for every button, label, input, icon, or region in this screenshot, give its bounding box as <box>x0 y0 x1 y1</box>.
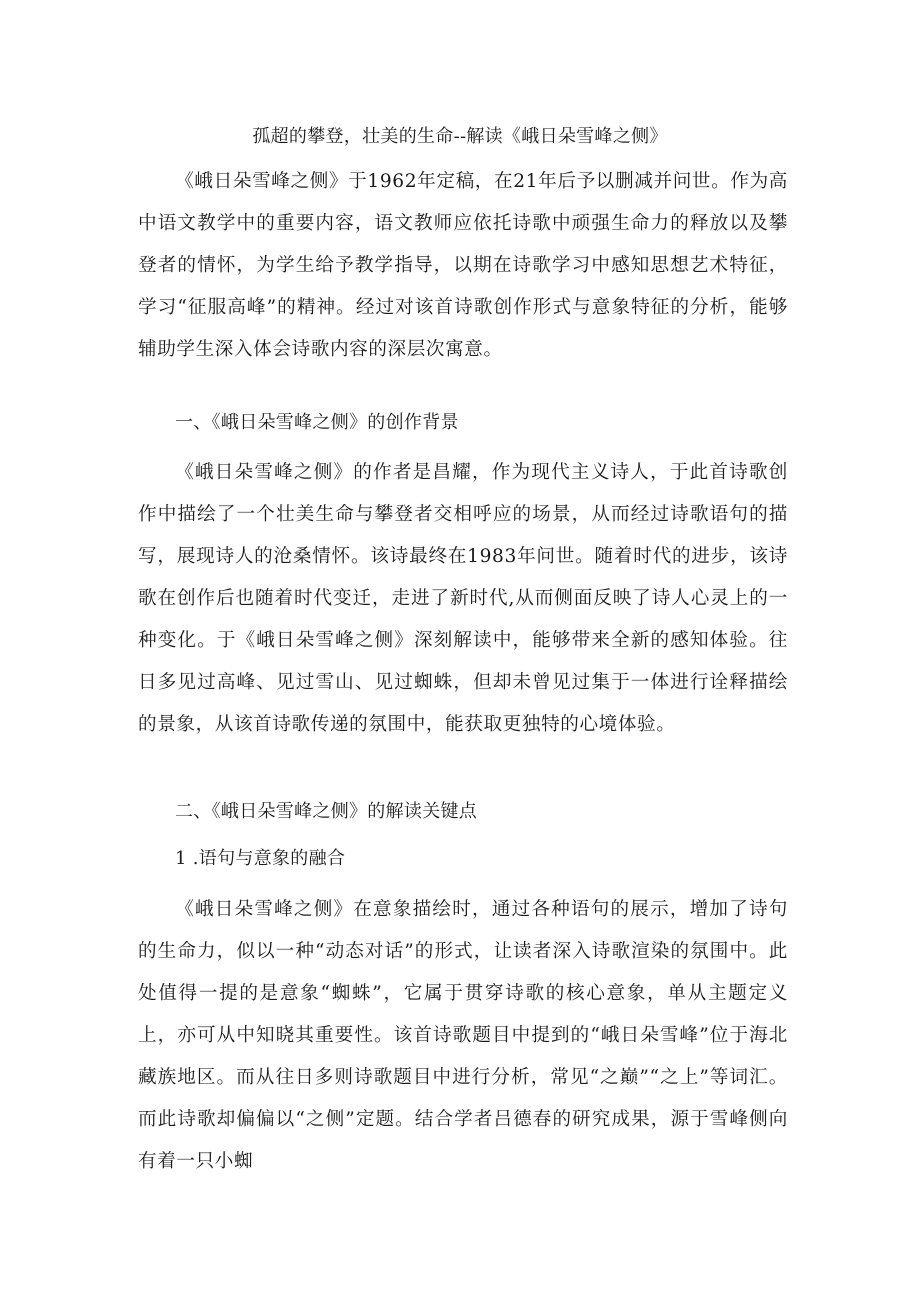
section-2-subheading: 1 .语句与意象的融合 <box>175 848 346 869</box>
section-2-heading: 二、《峨日朵雪峰之侧》的解读关键点 <box>175 801 478 822</box>
intro-paragraph: 《峨日朵雪峰之侧》于1962年定稿，在21年后予以删减并问世。作为高中语文教学中的重要内容，语文教师应依托诗歌中顽强生命力的释放以及攀登者的情怀，为学生给予教学指导，以期在诗歌学习中感知思想艺术特征，学习“征服高峰”的精神。经过对该首诗歌创作形式与意象特征的分析，能够辅助学生深入体会诗歌内容的深层次寓意。 <box>138 171 788 360</box>
section-1-heading: 一、《峨日朵雪峰之侧》的创作背景 <box>175 412 459 433</box>
section-1-paragraph: 《峨日朵雪峰之侧》的作者是昌耀，作为现代主义诗人，于此首诗歌创作中描绘了一个壮美生命与攀登者交相呼应的场景，从而经过诗歌语句的描写，展现诗人的沧桑情怀。该诗最终在1983年问世。随着时代的进步，该诗歌在创作后也随着时代变迁，走进了新时代,从而侧面反映了诗人心灵上的一种变化。于《峨日朵雪峰之侧》深刻解读中，能够带来全新的感知体验。往日多见过高峰、见过雪山、见过蜘蛛，但却未曾见过集于一体进行诠释描绘的景象，从该首诗歌传递的氛围中，能获取更独特的心境体验。 <box>138 462 788 735</box>
document-title: 孤超的攀登，壮美的生命--解读《峨日朵雪峰之侧》 <box>252 126 668 147</box>
section-2-paragraph: 《峨日朵雪峰之侧》在意象描绘时，通过各种语句的展示，增加了诗句的生命力，似以一种“动态对话”的形式，让读者深入诗歌渲染的氛围中。此处值得一提的是意象“蜘蛛”，它属于贯穿诗歌的核心意象，单从主题定义上，亦可从中知晓其重要性。该首诗歌题目中提到的“峨日朵雪峰”位于海北藏族地区。而从往日多则诗歌题目中进行分析，常见“之巅”“之上”等词汇。而此诗歌却偏偏以“之侧”定题。结合学者吕德春的研究成果，源于雪峰侧向有着一只小蜘 <box>138 899 788 1172</box>
